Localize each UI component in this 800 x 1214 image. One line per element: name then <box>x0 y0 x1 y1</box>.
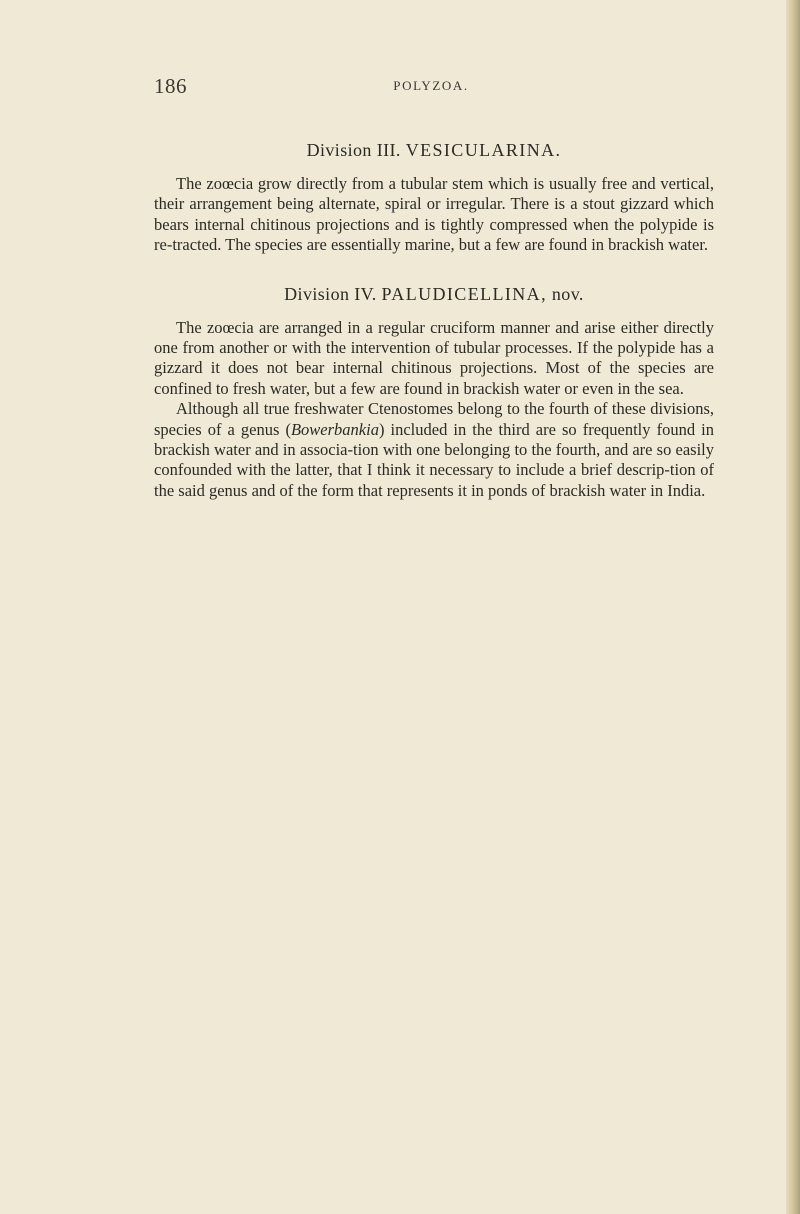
division-heading-prefix: Division IV. <box>284 283 377 304</box>
paragraph-vesicularina: The zoœcia grow directly from a tubular stem which is usually free and vertical, their arrangement being alternate, spiral or irregular. There is a stout gizzard which bears internal chitinous projections and is tightly compressed when the polypide is re-tracted. The species are essentially marine, but a few are found in brackish water. <box>154 174 714 255</box>
genus-name-italic: Bowerbankia <box>290 419 379 439</box>
closing-text-end: ) included in the third are so frequently found in brackish water and in associa-tion with one belonging to the fourth, and are so easily confounded with the latter, that I think it necessary to include a brief descrip-tion of the said genus and of the form that represents it in ponds of brackish water in India. <box>154 419 714 500</box>
division-heading-iii <box>154 138 714 162</box>
page-number: 186 <box>154 74 187 98</box>
paragraph-closing <box>154 399 714 501</box>
division-heading-suffix: nov. <box>551 283 584 304</box>
page-content <box>154 138 714 501</box>
division-heading-prefix: Division III. <box>306 140 401 160</box>
closing-text-start: Although all true freshwater Ctenostomes belong to the fourth of these divisions, species of a genus ( <box>154 399 714 439</box>
section-spacer <box>154 256 714 282</box>
division-heading-name: VESICULARINA. <box>405 140 562 160</box>
running-head: POLYZOA. <box>393 78 469 93</box>
page-header <box>142 74 720 104</box>
paragraph-paludicellina: The zoœcia are arranged in a regular cruciform manner and arise either directly one from another or with the intervention of tubular processes. If the polypide has a gizzard it does not bear internal chitinous projections. Most of the species are confined to fresh water, but a few are found in brackish water or even in the sea. <box>154 317 714 398</box>
division-heading-iv <box>154 282 714 306</box>
page-edge-shadow <box>786 0 800 1214</box>
division-heading-name: PALUDICELLINA, <box>381 283 547 304</box>
